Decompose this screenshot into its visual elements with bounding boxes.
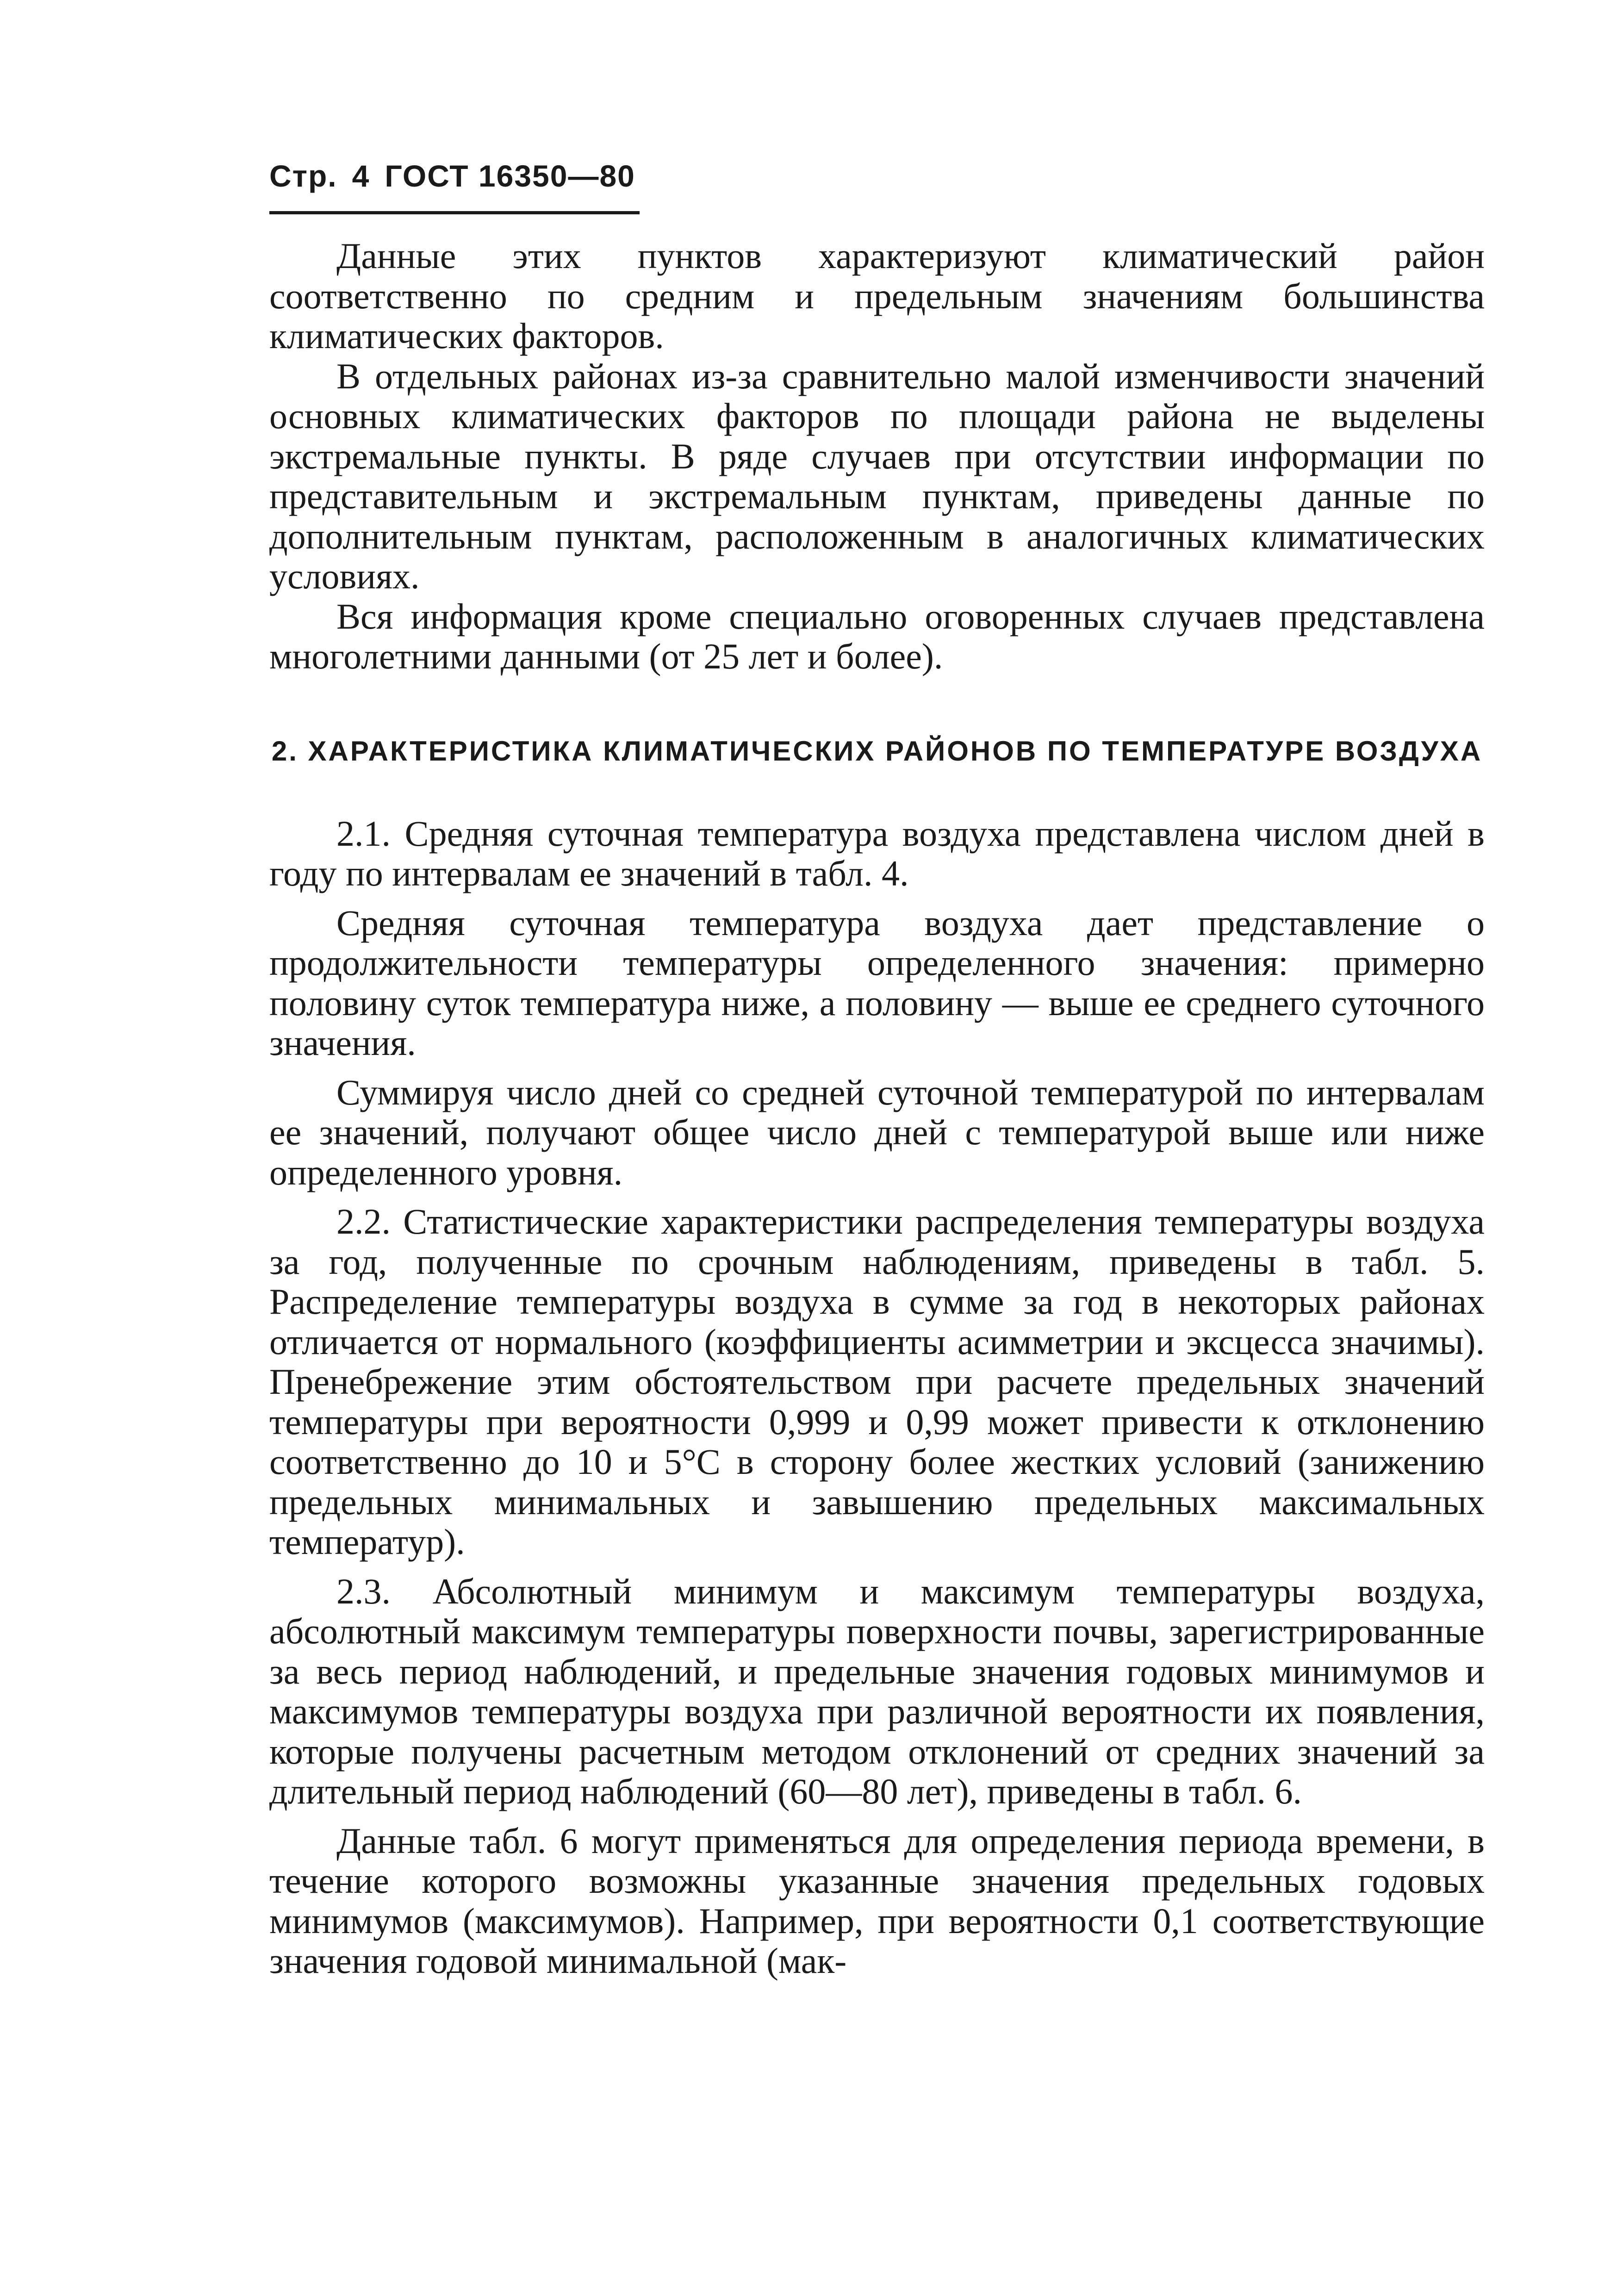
page-body <box>269 236 1485 1981</box>
section-heading: 2. ХАРАКТЕРИСТИКА КЛИМАТИЧЕСКИХ РАЙОНОВ ПО ТЕМПЕРАТУРЕ ВОЗДУХА <box>271 735 1483 767</box>
paragraph: В отдельных районах из-за сравнительно малой изменчивости значений основных климатических факторов по площади района не выделены экстремальные пункты. В ряде случаев при отсутствии информации по представительным и экстремальным пунктам, приведены данные по дополнительным пунктам, расположенным в аналогичных климатических условиях. <box>269 356 1485 596</box>
running-header <box>269 157 640 194</box>
paragraph: 2.1. Средняя суточная температура воздуха представлена числом дней в году по интервалам ее значений в табл. 4. <box>269 813 1485 893</box>
page-number: 4 <box>352 159 370 193</box>
page-label: Стр. <box>269 159 337 193</box>
paragraph: Данные табл. 6 могут применяться для определения периода времени, в течение которого возможны указанные значения предельных годовых минимумов (максимумов). Например, при вероятности 0,1 соответствующие значения годовой минимальной (мак- <box>269 1820 1485 1981</box>
header-rule <box>269 211 640 214</box>
paragraph: Суммируя число дней со средней суточной температурой по интервалам ее значений, получают общее число дней с температурой выше или ниже определенного уровня. <box>269 1072 1485 1192</box>
paragraph: Вся информация кроме специально оговоренных случаев представлена многолетними данными (от 25 лет и более). <box>269 596 1485 676</box>
paragraph: Средняя суточная температура воздуха дает представление о продолжительности температуры определенного значения: примерно половину суток температура ниже, а половину — выше ее среднего суточного значения. <box>269 902 1485 1063</box>
paragraph: 2.3. Абсолютный минимум и максимум температуры воздуха, абсолютный максимум температуры поверхности почвы, зарегистрированные за весь период наблюдений, и предельные значения годовых минимумов и максимумов температуры воздуха при различной вероятности их появления, которые получены расчетным методом отклонений от средних значений за длительный период наблюдений (60—80 лет), приведены в табл. 6. <box>269 1571 1485 1811</box>
paragraph: Данные этих пунктов характеризуют климатический район соответственно по средним и предельным значениям большинства климатических факторов. <box>269 236 1485 356</box>
paragraph: 2.2. Статистические характеристики распределения температуры воздуха за год, полученные по срочным наблюдениям, приведены в табл. 5. Распределение температуры воздуха в сумме за год в некоторых районах отличается от нормального (коэффициенты асимметрии и эксцесса значимы). Пренебрежение этим обстоятельством при расчете предельных значений температуры при вероятности 0,999 и 0,99 может привести к отклонению соответственно до 10 и 5°С в сторону более жестких условий (занижению предельных минимальных и завышению предельных максимальных температур). <box>269 1201 1485 1562</box>
standard-number: ГОСТ 16350—80 <box>385 159 635 193</box>
